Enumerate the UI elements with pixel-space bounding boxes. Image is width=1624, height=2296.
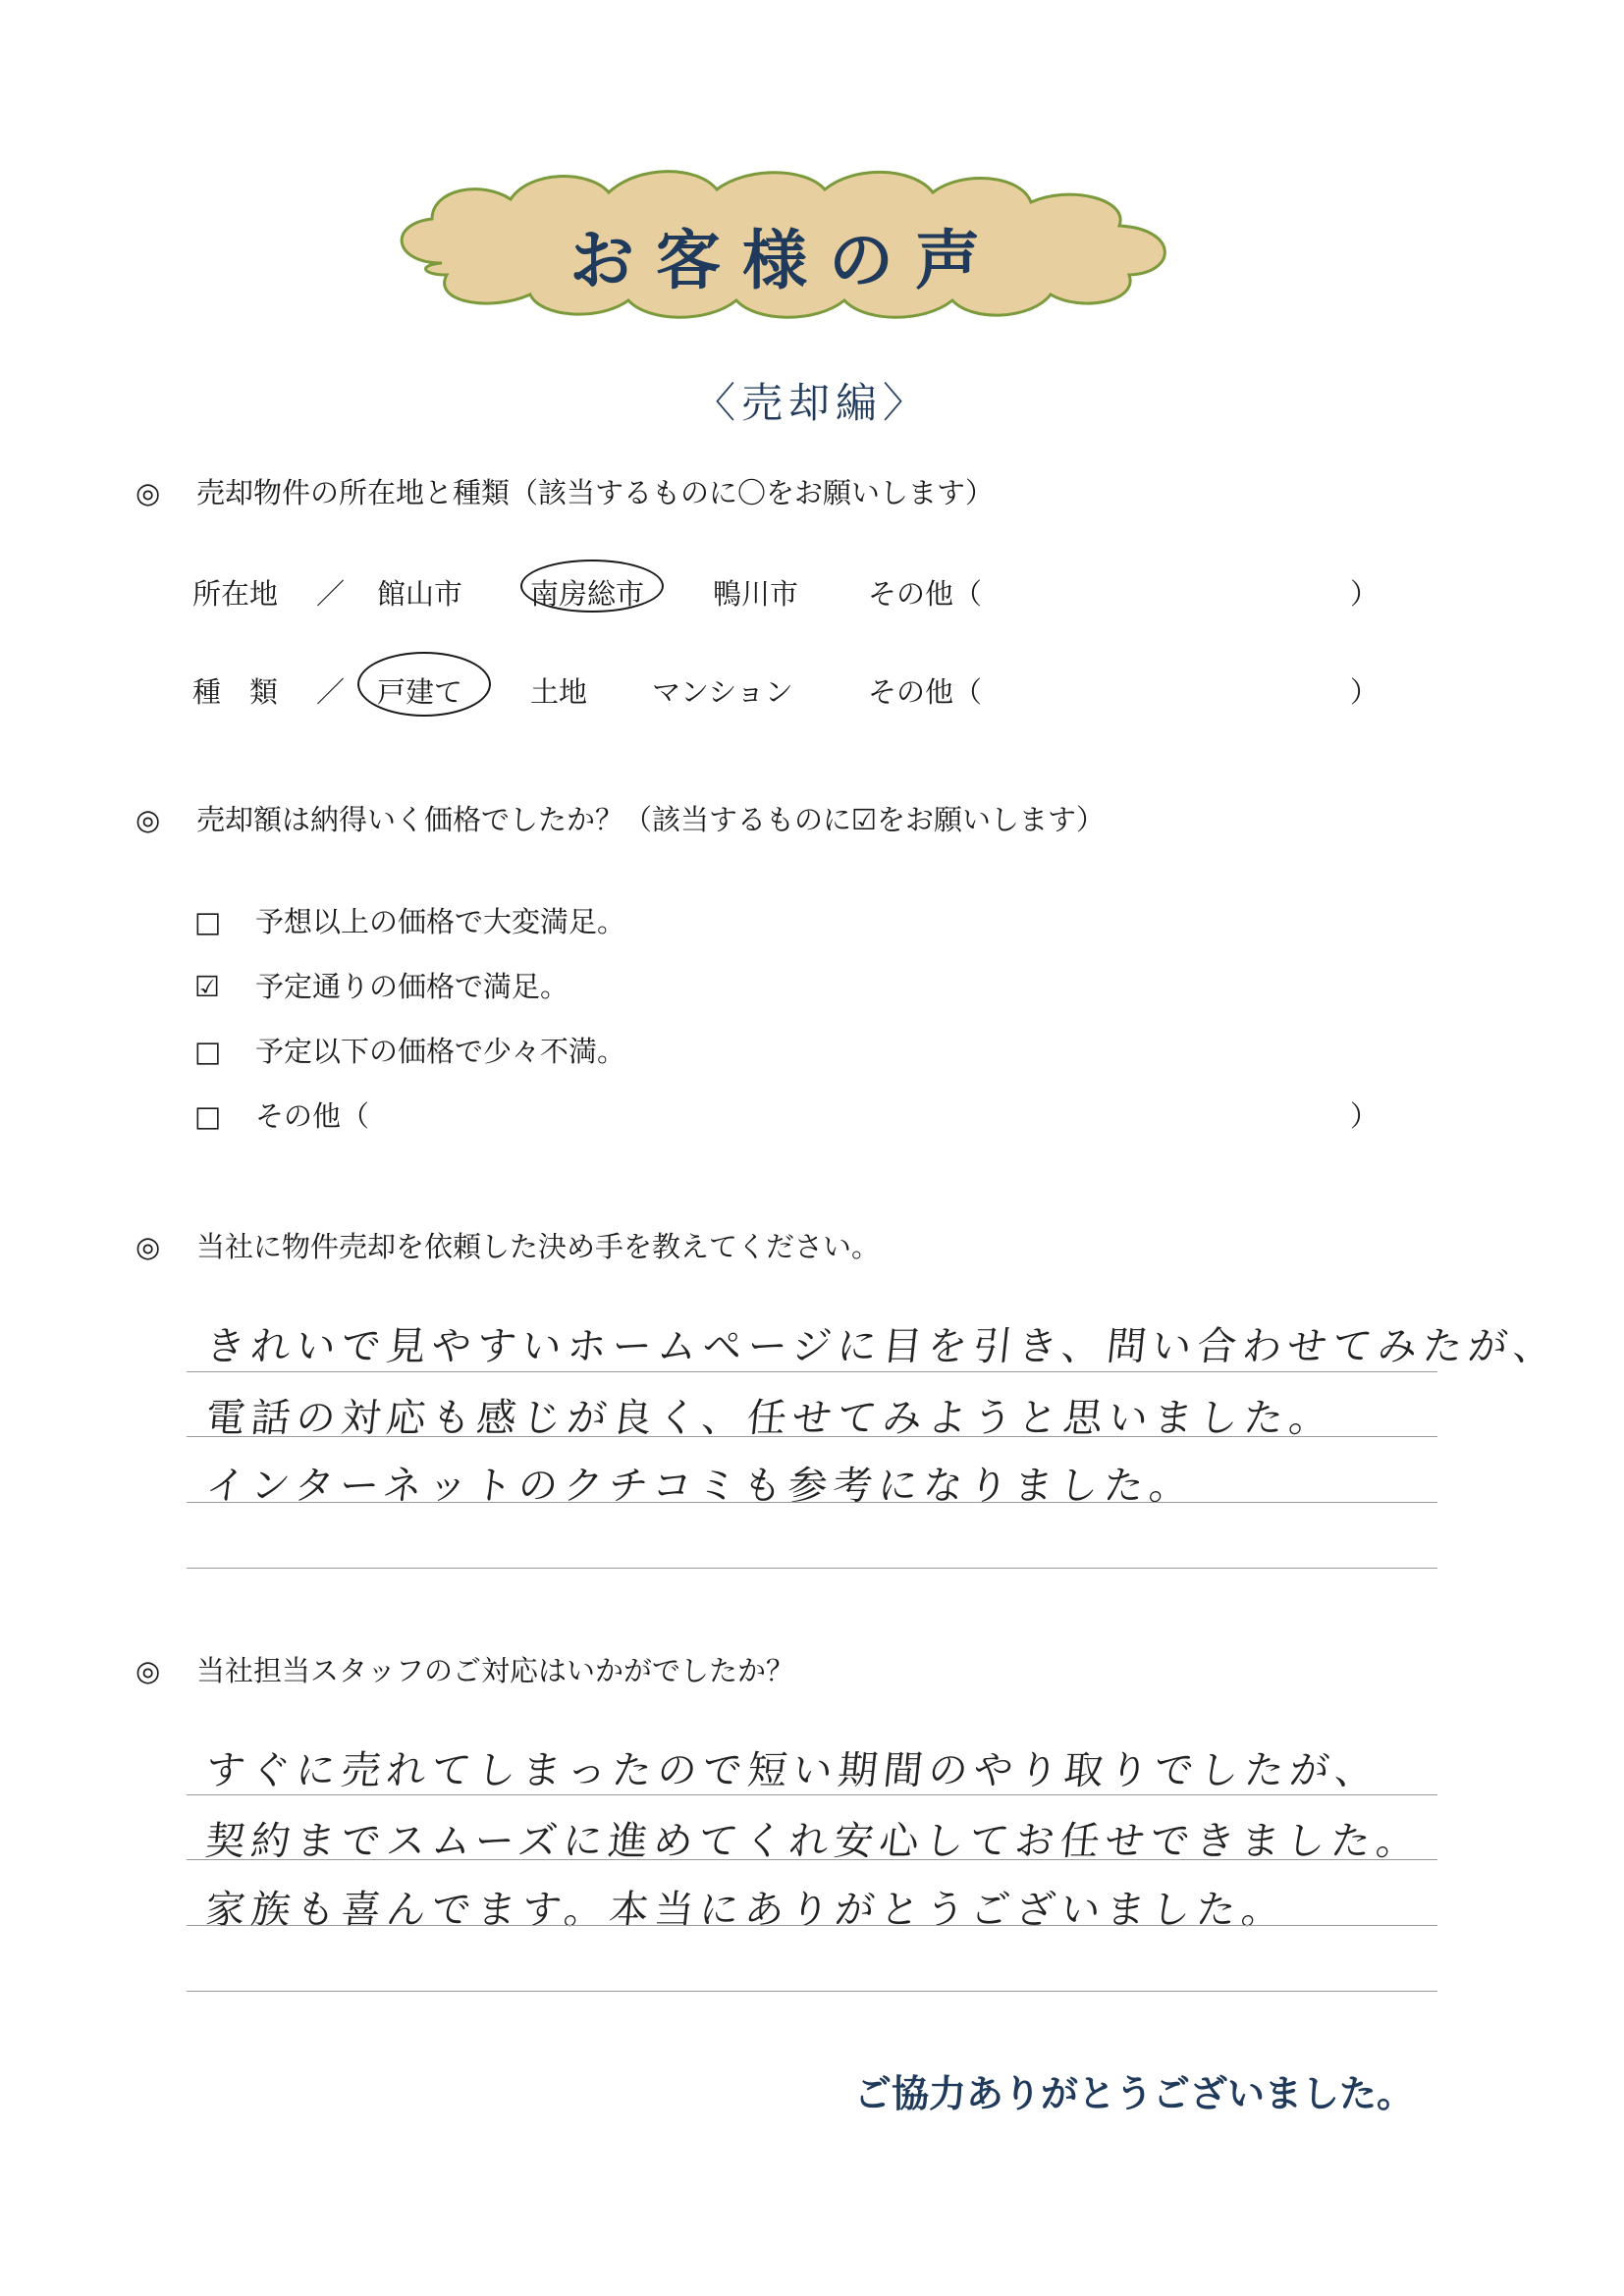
answer-4-line: 契約までスムーズに進めてくれ安心してお任せできました。	[203, 1819, 1425, 1864]
answer-rule	[187, 1925, 1437, 1926]
price-option-label: 予定通りの価格で満足。	[255, 970, 569, 1003]
page-title: お客様の声	[569, 223, 1001, 298]
answer-3-line: 電話の対応も感じが良く、任せてみようと思いました。	[203, 1396, 1337, 1441]
selected-circle-mark	[357, 652, 491, 717]
location-label: 所在地	[192, 577, 279, 611]
bullet-mark: ◎	[135, 476, 161, 509]
answer-rule	[187, 1436, 1437, 1437]
checkbox-icon[interactable]: □	[194, 1035, 222, 1068]
thanks-message: ご協力ありがとうございました。	[854, 2072, 1415, 2115]
page-subtitle: 〈売却編〉	[693, 379, 930, 427]
question-1-text: 売却物件の所在地と種類（該当するものに〇をお願いします）	[196, 476, 995, 509]
price-other-close: ）	[1350, 1099, 1380, 1133]
answer-rule	[187, 1794, 1437, 1795]
bullet-mark: ◎	[135, 803, 161, 836]
question-4	[135, 1649, 794, 1689]
location-option-minamiboso[interactable]: 南房総市	[530, 577, 645, 611]
bullet-mark: ◎	[135, 1230, 161, 1263]
location-other-label: その他（	[868, 577, 983, 611]
question-2-text: 売却額は納得いく価格でしたか？（該当するものに☑をお願いします）	[196, 803, 1105, 836]
price-option[interactable]	[194, 965, 568, 1005]
question-2	[135, 798, 1105, 838]
question-3	[135, 1225, 880, 1265]
type-other-label: その他（	[868, 675, 983, 709]
location-slash: ／	[316, 577, 346, 611]
type-option-land[interactable]: 土地	[530, 675, 588, 709]
location-other-close: ）	[1350, 577, 1380, 611]
answer-rule	[187, 1568, 1437, 1569]
type-slash: ／	[316, 675, 346, 709]
price-option[interactable]	[194, 1030, 625, 1070]
question-1	[135, 471, 994, 511]
question-3-text: 当社に物件売却を依頼した決め手を教えてください。	[196, 1230, 881, 1263]
answer-3-line: インターネットのクチコミも参考になりました。	[203, 1464, 1197, 1509]
question-4-text: 当社担当スタッフのご対応はいかがでしたか？	[196, 1654, 795, 1687]
answer-rule	[187, 1502, 1437, 1503]
location-option-kamogawa[interactable]: 鴨川市	[713, 577, 799, 611]
type-label: 種 類	[192, 675, 279, 709]
type-other-close: ）	[1350, 675, 1380, 709]
checkbox-checked-icon[interactable]: ☑	[194, 970, 220, 1003]
answer-rule	[187, 1859, 1437, 1860]
type-option-house[interactable]: 戸建て	[377, 675, 463, 709]
price-option-label: その他（	[255, 1099, 370, 1133]
checkbox-icon[interactable]: □	[194, 1099, 222, 1133]
price-option[interactable]	[194, 1095, 369, 1135]
selected-circle-mark	[520, 560, 664, 613]
price-option[interactable]	[194, 900, 625, 940]
answer-4-line: すぐに売れてしまったので短い期間のやり取りでしたが、	[203, 1748, 1383, 1793]
price-option-label: 予定以下の価格で少々不満。	[255, 1035, 626, 1068]
bullet-mark: ◎	[135, 1654, 161, 1687]
answer-rule	[187, 1371, 1437, 1372]
price-option-label: 予想以上の価格で大変満足。	[255, 905, 626, 938]
type-option-mansion[interactable]: マンション	[652, 675, 793, 709]
answer-rule	[187, 1991, 1437, 1992]
location-option-tateyama[interactable]: 館山市	[377, 577, 463, 611]
answer-4-line: 家族も喜んでます。本当にありがとうございました。	[203, 1888, 1289, 1933]
answer-3-line: きれいで見やすいホームページに目を引き、問い合わせてみたが、	[203, 1324, 1561, 1369]
checkbox-icon[interactable]: □	[194, 905, 222, 938]
